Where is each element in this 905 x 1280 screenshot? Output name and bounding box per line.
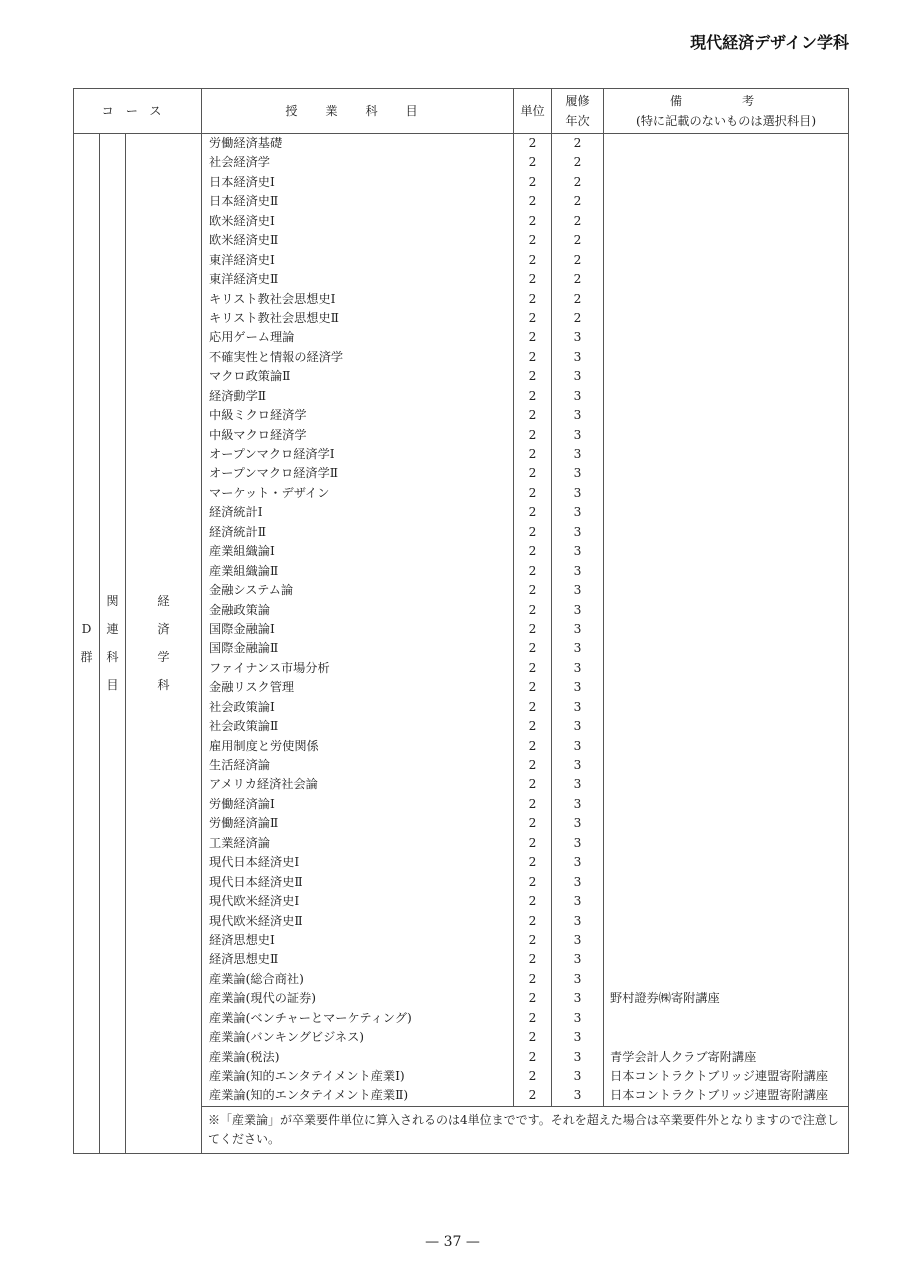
units-value: 2 <box>528 155 537 170</box>
remark-text <box>610 192 848 211</box>
remark-text <box>610 503 848 522</box>
year-value: 3 <box>573 894 582 909</box>
remark-text <box>610 775 848 794</box>
remark-text <box>610 678 848 697</box>
subject-name: 国際金融論Ⅰ <box>209 621 275 636</box>
year-value: 3 <box>573 991 582 1006</box>
units-value: 2 <box>528 505 537 520</box>
subject-name: 生活経済論 <box>209 758 270 772</box>
year-value: 3 <box>573 855 582 870</box>
remark-text <box>610 795 848 814</box>
subject-name: 金融リスク管理 <box>209 680 295 695</box>
department-title: 現代経済デザイン学科 <box>690 33 849 52</box>
year-value: 3 <box>573 408 582 423</box>
remark-text <box>610 950 848 969</box>
remark-text <box>610 328 848 347</box>
units-value: 2 <box>528 466 537 481</box>
subject-name: キリスト教社会思想史Ⅱ <box>209 310 339 325</box>
year-value: 2 <box>573 233 582 248</box>
units-value: 2 <box>528 544 537 559</box>
units-value: 2 <box>528 621 537 636</box>
remark-text <box>610 173 848 192</box>
subject-name: 経済思想史Ⅰ <box>209 932 275 947</box>
subject-name: 社会経済学 <box>209 155 270 170</box>
course-table <box>73 88 849 1154</box>
year-value: 3 <box>573 330 582 345</box>
subject-name: 産業組織論Ⅱ <box>209 563 279 578</box>
units-value: 2 <box>528 349 537 364</box>
subject-name: 金融システム論 <box>209 583 294 598</box>
subject-name: 社会政策論Ⅰ <box>209 699 275 714</box>
year-value: 3 <box>573 816 582 831</box>
units-value: 2 <box>528 991 537 1006</box>
remark-text <box>610 523 848 542</box>
header-remarks: 備 考 (特に記載のないものは選択科目) <box>604 89 849 134</box>
units-value: 2 <box>528 1088 537 1103</box>
year-value: 3 <box>573 738 582 753</box>
units-list <box>514 134 552 1107</box>
units-value: 2 <box>528 447 537 461</box>
subject-name: 日本経済史Ⅱ <box>209 194 279 209</box>
subject-name: 国際金融論Ⅱ <box>209 641 279 656</box>
year-value: 3 <box>573 583 582 598</box>
year-value: 2 <box>573 136 582 150</box>
footnote: ※「産業論」が卒業要件単位に算入されるのは4単位までです。それを超えた場合は卒業要件外となりますので注意してください。 <box>202 1106 849 1153</box>
remark-text <box>610 445 848 464</box>
year-value: 3 <box>573 835 582 850</box>
year-value: 3 <box>573 777 582 792</box>
subject-name: 経済統計Ⅰ <box>209 505 263 520</box>
year-value: 2 <box>573 272 582 287</box>
remark-text: 青学会計人クラブ寄附講座 <box>610 1049 757 1064</box>
remark-text <box>610 737 848 756</box>
remark-text <box>610 931 848 950</box>
units-value: 2 <box>528 680 537 695</box>
year-value: 3 <box>573 913 582 928</box>
subject-list <box>202 134 514 1107</box>
remark-text <box>610 270 848 289</box>
page-number: — 37 — <box>425 1234 480 1250</box>
remark-text <box>610 639 848 658</box>
units-value: 2 <box>528 583 537 598</box>
year-value: 3 <box>573 680 582 695</box>
subject-name: 現代欧米経済史Ⅱ <box>209 913 303 928</box>
year-value: 2 <box>573 174 582 189</box>
units-value: 2 <box>528 641 537 656</box>
units-value: 2 <box>528 408 537 423</box>
header-year: 履修 年次 <box>552 89 604 134</box>
units-value: 2 <box>528 660 537 675</box>
remark-text <box>610 290 848 309</box>
units-value: 2 <box>528 835 537 850</box>
year-value: 3 <box>573 602 582 617</box>
units-value: 2 <box>528 369 537 384</box>
subject-name: オープンマクロ経済学Ⅰ <box>209 447 335 461</box>
subject-name: キリスト教社会思想史Ⅰ <box>209 291 336 306</box>
year-value: 3 <box>573 447 582 461</box>
year-value: 2 <box>573 194 582 209</box>
year-value: 3 <box>573 388 582 403</box>
year-value: 3 <box>573 505 582 520</box>
year-value: 3 <box>573 971 582 986</box>
remark-text <box>610 367 848 386</box>
units-value: 2 <box>528 194 537 209</box>
year-value: 3 <box>573 349 582 364</box>
units-value: 2 <box>528 913 537 928</box>
remark-text <box>610 601 848 620</box>
remark-text <box>610 212 848 231</box>
subject-name: 欧米経済史Ⅱ <box>209 233 279 248</box>
units-value: 2 <box>528 894 537 909</box>
year-value: 2 <box>573 252 582 267</box>
units-value: 2 <box>528 136 537 150</box>
year-value: 3 <box>573 874 582 889</box>
subject-name: 雇用制度と労使関係 <box>209 738 319 753</box>
remark-text <box>610 717 848 736</box>
year-value: 3 <box>573 719 582 734</box>
subject-name: 中級ミクロ経済学 <box>209 408 307 423</box>
units-value: 2 <box>528 252 537 267</box>
units-value: 2 <box>528 563 537 578</box>
units-value: 2 <box>528 952 537 967</box>
year-value: 3 <box>573 641 582 656</box>
header-course: コース <box>74 89 202 134</box>
year-value: 2 <box>573 213 582 228</box>
subject-name: 産業組織論Ⅰ <box>209 544 275 559</box>
subject-name: 産業論(バンキングビジネス) <box>209 1030 365 1045</box>
units-value: 2 <box>528 816 537 831</box>
year-value: 3 <box>573 1030 582 1045</box>
subject-name: 労働経済論Ⅱ <box>209 816 279 831</box>
subject-name: 産業論(現代の証券) <box>209 991 317 1006</box>
subject-name: 産業論(知的エンタテイメント産業Ⅰ) <box>209 1069 405 1083</box>
subject-name: 産業論(ベンチャーとマーケティング) <box>209 1010 412 1025</box>
year-value: 3 <box>573 1088 582 1103</box>
remark-text <box>610 406 848 425</box>
remark-text: 日本コントラクトブリッジ連盟寄附講座 <box>610 1069 829 1083</box>
subject-name: アメリカ経済社会論 <box>209 777 318 792</box>
year-value: 3 <box>573 758 582 772</box>
year-value: 3 <box>573 660 582 675</box>
units-value: 2 <box>528 855 537 870</box>
subject-name: 産業論(税法) <box>209 1049 280 1064</box>
year-value: 2 <box>573 155 582 170</box>
remark-text <box>610 562 848 581</box>
remark-text <box>610 387 848 406</box>
subject-name: 労働経済基礎 <box>209 136 283 150</box>
units-value: 2 <box>528 1010 537 1025</box>
remark-text <box>610 581 848 600</box>
subject-name: オープンマクロ経済学Ⅱ <box>209 466 339 481</box>
units-value: 2 <box>528 602 537 617</box>
subject-name: 欧米経済史Ⅰ <box>209 213 275 228</box>
units-value: 2 <box>528 174 537 189</box>
subject-name: 日本経済史Ⅰ <box>209 174 275 189</box>
remark-text <box>610 426 848 445</box>
units-value: 2 <box>528 330 537 345</box>
year-value: 2 <box>573 291 582 306</box>
year-list <box>552 134 604 1107</box>
units-value: 2 <box>528 932 537 947</box>
year-value: 3 <box>573 952 582 967</box>
category-cell: 関 連 科 目 <box>100 134 126 1154</box>
year-value: 3 <box>573 1069 582 1083</box>
subject-name: 経済思想史Ⅱ <box>209 952 279 967</box>
units-value: 2 <box>528 485 537 500</box>
subject-name: 東洋経済史Ⅰ <box>209 252 275 267</box>
remark-text <box>610 134 848 153</box>
remark-text <box>610 348 848 367</box>
remark-text <box>610 153 848 172</box>
year-value: 3 <box>573 796 582 811</box>
subject-name: 産業論(総合商社) <box>209 971 304 986</box>
year-value: 3 <box>573 485 582 500</box>
remark-text <box>610 251 848 270</box>
remark-text <box>610 620 848 639</box>
year-value: 3 <box>573 1010 582 1025</box>
remark-text <box>610 892 848 911</box>
remark-text <box>610 912 848 931</box>
remark-text: 野村證券㈱寄附講座 <box>610 991 720 1006</box>
year-value: 3 <box>573 1049 582 1064</box>
year-value: 3 <box>573 544 582 559</box>
units-value: 2 <box>528 796 537 811</box>
units-value: 2 <box>528 524 537 539</box>
units-value: 2 <box>528 1030 537 1045</box>
year-value: 3 <box>573 699 582 714</box>
remark-text <box>610 970 848 989</box>
units-value: 2 <box>528 874 537 889</box>
subcategory-cell: 経 済 学 科 <box>126 134 202 1154</box>
units-value: 2 <box>528 427 537 442</box>
remark-text <box>610 542 848 561</box>
subject-name: 経済統計Ⅱ <box>209 524 267 539</box>
units-value: 2 <box>528 1069 537 1083</box>
year-value: 2 <box>573 310 582 325</box>
units-value: 2 <box>528 699 537 714</box>
remark-text <box>610 464 848 483</box>
year-value: 3 <box>573 563 582 578</box>
subject-name: 現代日本経済史Ⅰ <box>209 855 300 870</box>
year-value: 3 <box>573 427 582 442</box>
remark-text <box>610 309 848 328</box>
units-value: 2 <box>528 213 537 228</box>
remark-text <box>610 1009 848 1028</box>
subject-name: 労働経済論Ⅰ <box>209 796 275 811</box>
year-value: 3 <box>573 932 582 947</box>
units-value: 2 <box>528 388 537 403</box>
subject-name: マーケット・デザイン <box>209 485 330 500</box>
remark-text <box>610 873 848 892</box>
units-value: 2 <box>528 291 537 306</box>
remark-text <box>610 484 848 503</box>
header-units: 単位 <box>514 89 552 134</box>
remark-text <box>610 814 848 833</box>
subject-name: 経済動学Ⅱ <box>209 388 267 403</box>
units-value: 2 <box>528 719 537 734</box>
units-value: 2 <box>528 233 537 248</box>
year-value: 3 <box>573 621 582 636</box>
subject-name: 不確実性と情報の経済学 <box>209 349 344 364</box>
units-value: 2 <box>528 272 537 287</box>
year-value: 3 <box>573 369 582 384</box>
units-value: 2 <box>528 777 537 792</box>
units-value: 2 <box>528 1049 537 1064</box>
year-value: 3 <box>573 524 582 539</box>
remark-text: 日本コントラクトブリッジ連盟寄附講座 <box>610 1088 829 1103</box>
remark-text <box>610 1028 848 1047</box>
remark-text <box>610 659 848 678</box>
units-value: 2 <box>528 738 537 753</box>
subject-name: 工業経済論 <box>209 835 270 850</box>
remark-text <box>610 834 848 853</box>
subject-name: マクロ政策論Ⅱ <box>209 369 291 384</box>
group-cell: D 群 <box>74 134 100 1154</box>
remark-text <box>610 231 848 250</box>
subject-name: 社会政策論Ⅱ <box>209 719 279 734</box>
remarks-list <box>604 134 849 1107</box>
remark-text <box>610 756 848 775</box>
table-header-row <box>74 89 849 134</box>
remark-text <box>610 698 848 717</box>
subject-name: 産業論(知的エンタテイメント産業Ⅱ) <box>209 1088 409 1103</box>
units-value: 2 <box>528 971 537 986</box>
subject-name: 中級マクロ経済学 <box>209 427 307 442</box>
units-value: 2 <box>528 310 537 325</box>
year-value: 3 <box>573 466 582 481</box>
subject-name: ファイナンス市場分析 <box>209 660 330 675</box>
subject-name: 現代日本経済史Ⅱ <box>209 874 303 889</box>
subject-name: 金融政策論 <box>209 602 270 617</box>
subject-name: 応用ゲーム理論 <box>209 330 295 345</box>
subject-name: 東洋経済史Ⅱ <box>209 272 279 287</box>
remark-text <box>610 853 848 872</box>
header-subject: 授 業 科 目 <box>202 89 514 134</box>
subject-name: 現代欧米経済史Ⅰ <box>209 894 300 909</box>
units-value: 2 <box>528 758 537 772</box>
